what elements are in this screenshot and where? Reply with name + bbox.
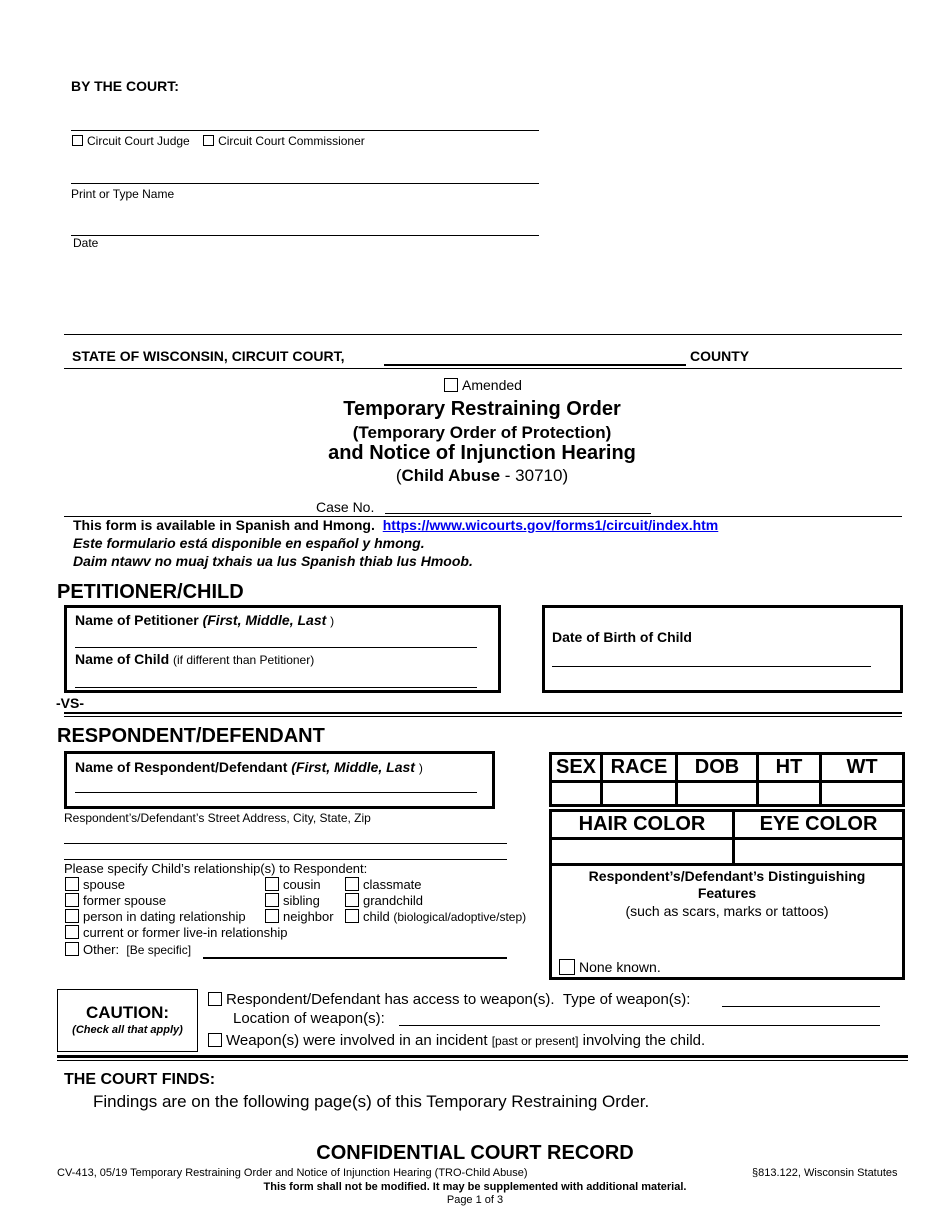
case-no-label: Case No. <box>316 499 375 515</box>
petitioner-name-line[interactable] <box>75 647 477 648</box>
former-spouse-checkbox[interactable] <box>65 893 79 907</box>
former-spouse-label: former spouse <box>83 893 167 908</box>
dob-cell[interactable] <box>677 782 758 806</box>
relationship-sibling <box>265 893 320 908</box>
circuit-court-judge-checkbox[interactable] <box>72 135 83 146</box>
respondent-name-label <box>75 759 423 775</box>
none-known-option <box>559 959 661 975</box>
petitioner-heading: PETITIONER/CHILD <box>57 581 244 603</box>
petitioner-name-hint: (First, Middle, Last <box>202 612 327 628</box>
state-court-label: STATE OF WISCONSIN, CIRCUIT COURT, <box>72 348 345 364</box>
dating-label: person in dating relationship <box>83 909 246 924</box>
neighbor-checkbox[interactable] <box>265 909 279 923</box>
circuit-court-commissioner-label: Circuit Court Commissioner <box>218 134 365 148</box>
weapon-incident-label-a: Weapon(s) were involved in an incident <box>226 1032 488 1049</box>
spouse-label: spouse <box>83 877 125 892</box>
child-dob-line[interactable] <box>552 666 871 667</box>
child-name-hint: (if different than Petitioner) <box>173 653 315 667</box>
eye-color-header: EYE COLOR <box>734 811 904 839</box>
eye-color-cell[interactable] <box>734 839 904 865</box>
form-subtitle: (Temporary Order of Protection) <box>352 423 612 442</box>
classmate-label: classmate <box>363 877 422 892</box>
live-in-label: current or former live-in relationship <box>83 925 288 940</box>
child-name-line[interactable] <box>75 687 477 688</box>
distinguishing-features-title: Respondent’s/Defendant’s Distinguishing Features <box>588 868 866 901</box>
date-line[interactable] <box>71 235 539 236</box>
other-checkbox[interactable] <box>65 942 79 956</box>
amended-option <box>444 377 522 393</box>
case-type-name: Child Abuse <box>401 466 501 485</box>
judge-type-options <box>72 134 365 148</box>
child-dob-label: Date of Birth of Child <box>552 629 692 645</box>
versus-rule-thin <box>64 716 902 717</box>
respondent-heading: RESPONDENT/DEFENDANT <box>57 725 325 747</box>
availability-hmong: Daim ntawv no muaj txhais ua lus Spanish thiab lus Hmoob. <box>73 553 473 569</box>
weapon-location-line[interactable] <box>399 1025 880 1026</box>
neighbor-label: neighbor <box>283 909 334 924</box>
height-header: HT <box>758 754 821 782</box>
petitioner-name-label-text: Name of Petitioner <box>75 612 199 628</box>
respondent-name-line[interactable] <box>75 792 477 793</box>
petitioner-name-label <box>75 612 334 628</box>
date-label: Date <box>73 236 99 250</box>
caption-bottom-rule <box>64 368 902 369</box>
respondent-name-hint: (First, Middle, Last <box>291 759 415 775</box>
circuit-court-commissioner-checkbox[interactable] <box>203 135 214 146</box>
availability-english <box>73 517 718 533</box>
form-title-second-line: and Notice of Injunction Hearing <box>328 442 636 464</box>
by-the-court-label: BY THE COURT: <box>71 78 179 94</box>
circuit-court-judge-label: Circuit Court Judge <box>87 134 190 148</box>
spouse-checkbox[interactable] <box>65 877 79 891</box>
respondent-name-label-text: Name of Respondent/Defendant <box>75 759 288 775</box>
caution-rule-thick <box>57 1055 908 1058</box>
weapon-incident-label-b: involving the child. <box>582 1032 706 1049</box>
caution-title: CAUTION: <box>85 1003 170 1022</box>
weapons-access-option <box>208 991 690 1008</box>
case-type-open-paren: ( <box>395 466 402 485</box>
form-title: Temporary Restraining Order <box>343 398 621 420</box>
race-cell[interactable] <box>602 782 677 806</box>
respondent-address-label: Respondent’s/Defendant’s Street Address, City, State, Zip <box>64 811 371 825</box>
case-no-line[interactable] <box>385 513 651 514</box>
availability-english-text: This form is available in Spanish and Hmong. <box>73 517 375 533</box>
weapon-incident-checkbox[interactable] <box>208 1033 222 1047</box>
statute-reference: §813.122, Wisconsin Statutes <box>752 1167 898 1179</box>
relationship-other <box>65 942 191 957</box>
case-type <box>0 466 950 486</box>
child-checkbox[interactable] <box>345 909 359 923</box>
dating-checkbox[interactable] <box>65 909 79 923</box>
court-finds-text: Findings are on the following page(s) of this Temporary Restraining Order. <box>93 1092 650 1111</box>
none-known-label: None known. <box>579 959 661 975</box>
respondent-address-line-1[interactable] <box>64 843 507 844</box>
modification-notice: This form shall not be modified. It may be supplemented with additional material. <box>263 1181 687 1193</box>
confidential-record-label: CONFIDENTIAL COURT RECORD <box>316 1142 634 1164</box>
county-name-line[interactable] <box>384 364 686 366</box>
sibling-label: sibling <box>283 893 320 908</box>
distinguishing-features-hint: (such as scars, marks or tattoos) <box>625 903 829 919</box>
grandchild-label: grandchild <box>363 893 423 908</box>
respondent-address-line-2[interactable] <box>64 859 507 860</box>
amended-label: Amended <box>462 377 522 393</box>
relationship-child <box>345 909 526 924</box>
weight-header: WT <box>821 754 904 782</box>
child-hint: (biological/adoptive/step) <box>393 910 527 924</box>
sex-header: SEX <box>551 754 602 782</box>
forms-url-link[interactable]: https://www.wicourts.gov/forms1/circuit/index.htm <box>382 517 719 533</box>
child-dob-box <box>542 605 903 693</box>
relationship-former-spouse <box>65 893 166 908</box>
petitioner-name-hint-close: ) <box>330 614 335 628</box>
child-label: child <box>363 909 390 924</box>
caution-subtitle: (Check all that apply) <box>72 1024 183 1036</box>
relationship-neighbor <box>265 909 334 924</box>
grandchild-checkbox[interactable] <box>345 893 359 907</box>
judge-signature-line[interactable] <box>71 130 539 131</box>
amended-checkbox[interactable] <box>444 378 458 392</box>
weapon-incident-hint: [past or present] <box>491 1034 579 1048</box>
weapon-incident-option <box>208 1032 705 1049</box>
availability-spanish: Este formulario está disponible en español y hmong. <box>73 535 425 551</box>
caption-top-rule <box>64 334 902 335</box>
weapon-type-line[interactable] <box>722 1006 880 1007</box>
weapon-type-label: Type of weapon(s): <box>562 991 691 1008</box>
relationship-cousin <box>265 877 321 892</box>
weight-cell[interactable] <box>821 782 904 806</box>
weapons-access-checkbox[interactable] <box>208 992 222 1006</box>
cousin-checkbox[interactable] <box>265 877 279 891</box>
other-label: Other: <box>83 942 120 957</box>
versus-label: -VS- <box>56 695 84 711</box>
versus-rule-thick <box>64 712 902 714</box>
height-cell[interactable] <box>758 782 821 806</box>
classmate-checkbox[interactable] <box>345 877 359 891</box>
print-name-line[interactable] <box>71 183 539 184</box>
print-name-label: Print or Type Name <box>71 187 175 201</box>
relationship-dating <box>65 909 246 924</box>
hair-color-header: HAIR COLOR <box>551 811 734 839</box>
color-table <box>549 809 905 866</box>
page-number: Page 1 of 3 <box>446 1194 504 1206</box>
relationship-live-in <box>65 925 287 940</box>
weapon-location-label: Location of weapon(s): <box>233 1010 385 1027</box>
child-name-label-text: Name of Child <box>75 651 170 667</box>
none-known-checkbox[interactable] <box>559 959 575 975</box>
descriptor-table <box>549 752 905 807</box>
other-specify-line[interactable] <box>203 957 507 959</box>
relationship-prompt: Please specify Child’s relationship(s) to Respondent: <box>64 861 368 876</box>
case-type-code: - 30710) <box>500 466 569 485</box>
hair-color-cell[interactable] <box>551 839 734 865</box>
sex-cell[interactable] <box>551 782 602 806</box>
sibling-checkbox[interactable] <box>265 893 279 907</box>
cousin-label: cousin <box>283 877 321 892</box>
respondent-name-hint-close: ) <box>418 761 423 775</box>
form-id: CV-413, 05/19 Temporary Restraining Order and Notice of Injunction Hearing (TRO-Child Abuse) <box>57 1167 528 1179</box>
caution-rule-thin <box>57 1060 908 1061</box>
relationship-grandchild <box>345 893 423 908</box>
county-label: COUNTY <box>690 348 750 364</box>
dob-header: DOB <box>677 754 758 782</box>
live-in-checkbox[interactable] <box>65 925 79 939</box>
race-header: RACE <box>602 754 677 782</box>
court-finds-heading: THE COURT FINDS: <box>64 1071 216 1088</box>
relationship-classmate <box>345 877 422 892</box>
child-name-label <box>75 651 314 667</box>
relationship-spouse <box>65 877 125 892</box>
weapons-access-label: Respondent/Defendant has access to weapon(s). <box>226 991 555 1008</box>
other-hint: [Be specific] <box>126 943 192 957</box>
